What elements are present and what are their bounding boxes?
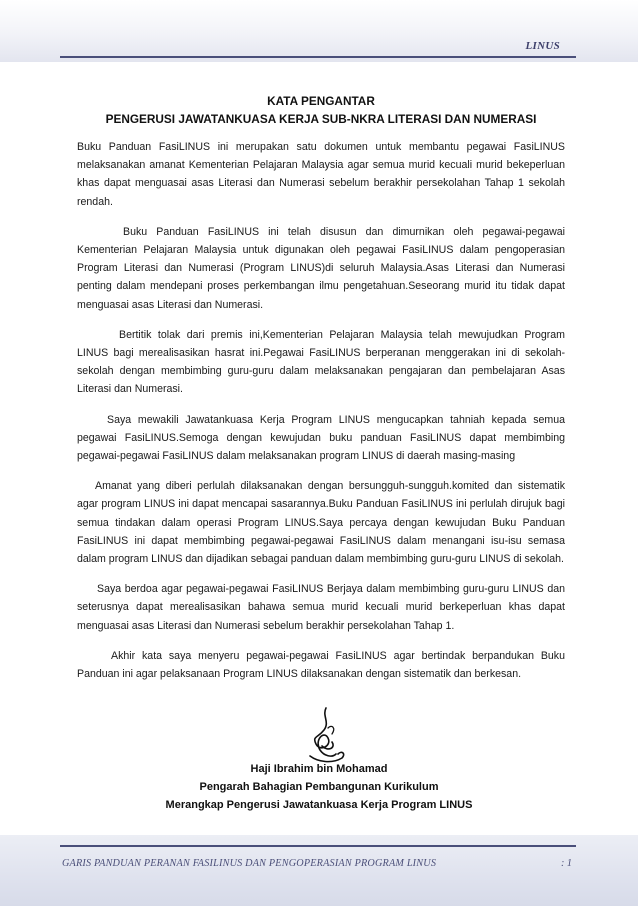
paragraph-6: Saya berdoa agar pegawai-pegawai FasiLINUS Berjaya dalam membimbing guru-guru LINUS dan seterusnya dapat merealisasikan bahawa semua murid kecuali murid berkeperluan khas dapat menguasai asas Literasi dan Numerasi sebelum berakhir persekolahan Tahap 1. xyxy=(77,583,565,632)
paragraph-5: Amanat yang diberi perlulah dilaksanakan dengan bersungguh-sungguh.komited dan sistematik agar program LINUS ini dapat mencapai sasarannya.Buku Panduan FasiLINUS ini perlulah dirujuk bagi semua tindakan dalam operasi Program LINUS.Saya percaya dengan kewujudan Buku Panduan FasiLINUS ini dapat membimbing pegawai-pegawai FasiLINUS dalam menangani isu-isu semasa dalam program LINUS dan dijadikan sebagai panduan dalam membimbing guru-guru LINUS di sekolah. xyxy=(77,480,565,566)
handwritten-signature xyxy=(302,706,350,768)
paragraph-4: Saya mewakili Jawatankuasa Kerja Program LINUS mengucapkan tahniah kepada semua pegawai FasiLINUS.Semoga dengan kewujudan buku panduan FasiLINUS dapat membimbing pegawai-pegawai FasiLINUS dalam melaksanakan program LINUS di daerah masing-masing xyxy=(77,413,565,463)
signatory-position: Pengarah Bahagian Pembangunan Kurikulum xyxy=(199,781,439,793)
header-rule xyxy=(60,56,576,58)
signatory-role: Merangkap Pengerusi Jawatankuasa Kerja Program LINUS xyxy=(165,799,473,811)
footer-rule xyxy=(60,845,576,847)
paragraph-2: Buku Panduan FasiLINUS ini telah disusun dan dimurnikan oleh pegawai-pegawai Kementerian Pelajaran Malaysia untuk digunakan oleh pegawai FasiLINUS dalam pengoperasian Program Literasi dan Numerasi (Program LINUS)di seluruh Malaysia.Asas Literasi dan Numerasi penting dalam mendepani proses perkembangan ilmu pengetahuan.Seseorang murid itu tidak dapat menguasai asas Literasi dan Numerasi. xyxy=(77,225,565,311)
page-subtitle: PENGERUSI JAWATANKUASA KERJA SUB-NKRA LITERASI DAN NUMERASI xyxy=(105,112,537,126)
document-body xyxy=(77,92,565,683)
header-band xyxy=(0,0,638,62)
header-title: LINUS xyxy=(525,40,560,52)
paragraph-3: Bertitik tolak dari premis ini,Kementerian Pelajaran Malaysia telah mewujudkan Program LINUS bagi merealisasikan hasrat ini.Pegawai FasiLINUS berperanan menggerakan ini di sekolah-sekolah dengan membimbing guru-guru dalam melaksanakan pengajaran dan pembelajaran Asas Literasi dan Numerasi. xyxy=(77,328,565,396)
paragraph-7: Akhir kata saya menyeru pegawai-pegawai FasiLINUS agar bertindak berpandukan Buku Panduan ini agar pelaksanaan Program LINUS dilaksanakan dengan sistematik dan berkesan. xyxy=(77,649,565,681)
signatory-name: Haji Ibrahim bin Mohamad xyxy=(250,763,388,775)
page-title: KATA PENGANTAR xyxy=(267,94,375,108)
footer-title: GARIS PANDUAN PERANAN FASILINUS DAN PENGOPERASIAN PROGRAM LINUS xyxy=(62,858,437,869)
page-number: : 1 xyxy=(560,858,572,869)
paragraph-1: Buku Panduan FasiLINUS ini merupakan satu dokumen untuk membantu pegawai FasiLINUS melaksanakan amanat Kementerian Pelajaran Malaysia agar semua murid kecuali murid bekeperluan khas dapat menguasai asas Literasi dan Numerasi sebelum berakhir persekolahan Tahap 1 sekolah rendah. xyxy=(77,141,565,208)
